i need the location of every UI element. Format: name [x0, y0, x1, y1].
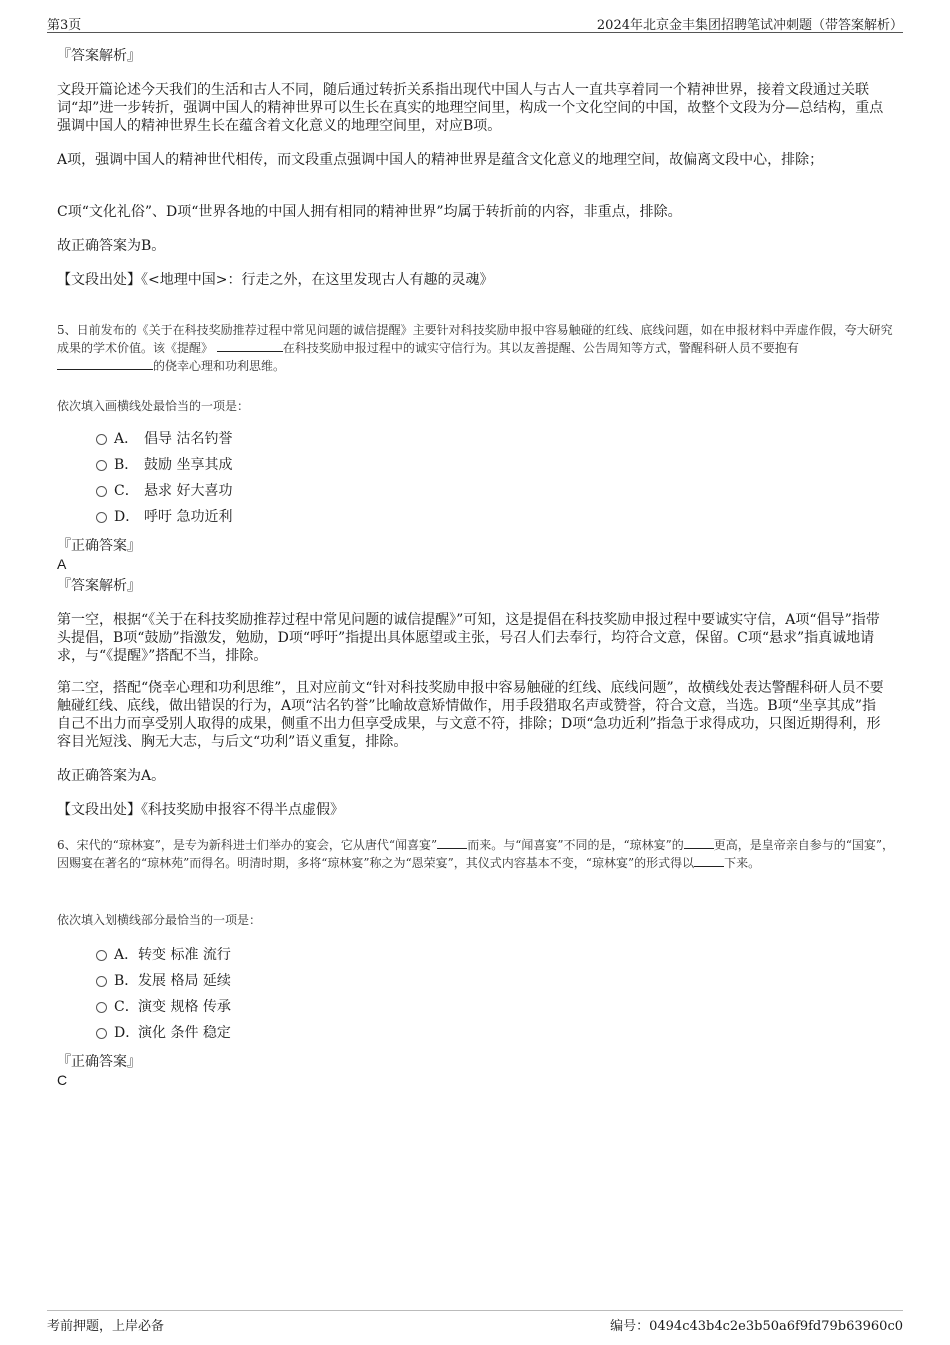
radio-icon[interactable] — [96, 486, 107, 497]
page-number: 第3页 — [47, 18, 82, 33]
q5-option-d-text: 呼吁 急功近利 — [144, 509, 233, 525]
q5-blank-2 — [57, 357, 153, 370]
q6-option-a-text: 转变 标准 流行 — [138, 947, 231, 963]
radio-icon[interactable] — [96, 976, 107, 987]
q6-stem-part1: 6、宋代的“琼林宴”，是专为新科进士们举办的宴会，它从唐代“闻喜宴” — [57, 838, 438, 852]
q6-option-b-text: 发展 格局 延续 — [138, 973, 231, 989]
q5-option-a-text: 倡导 沽名钓誉 — [144, 431, 233, 447]
q5-option-a[interactable]: A． 倡导 沽名钓誉 — [96, 428, 232, 450]
q6-stem-part3: 更高，是皇帝亲自参与的“国宴”，因赐宴在著名的“琼林苑”而得名。明清时期，多将“琼林宴”称之为“恩荣宴”，其仪式内容基本不变，“琼林宴”的形式得以 — [57, 838, 895, 870]
page-footer — [47, 1310, 903, 1337]
q6-stem-part2: 而来。与“闻喜宴”不同的是，“琼林宴”的 — [467, 838, 684, 852]
q4-explain-p4: 故正确答案为B。 — [57, 238, 166, 254]
q4-explain-p3: C项“文化礼俗”、D项“世界各地的中国人拥有相同的精神世界”均属于转折前的内容，非重点，排除。 — [57, 204, 682, 220]
q5-explain-p2: 第二空，搭配“侥幸心理和功利思维”，且对应前文“针对科技奖励申报中容易触碰的红线、底线问题”，故横线处表达警醒科研人员不要触碰红线、底线，做出错误的行为，A项“沽名钓誉”比喻故意矫情做作，用手段猎取名声或赞誉，符合文意，当选。B项“坐享其成”指自己不出力而享受别人取得的成果，侧重不出力但享受成果，与文意不符，排除；D项“急功近利”指急于求得成功，只图近期得利，形容目光短浅、胸无大志，与后文“功利”语义重复，排除。 — [57, 680, 884, 750]
q5-explain-p1: 第一空，根据“《关于在科技奖励推荐过程中常见问题的诚信提醒》”可知，这是提倡在科技奖励申报过程中要诚实守信，A项“倡导”指带头提倡，B项“鼓励”指激发，勉励，D项“呼吁”指提出具体愿望或主张，号召人们去奉行，均符合文意，保留。C项“悬求”指真诚地请求，与“《提醒》”搭配不当，排除。 — [57, 612, 880, 664]
page-header — [47, 12, 903, 33]
q6-answer-heading: 『正确答案』 — [57, 1054, 141, 1070]
radio-icon[interactable] — [96, 460, 107, 471]
q5-instruction: 依次填入画横线处最恰当的一项是： — [57, 399, 250, 413]
q5-option-d[interactable]: D． 呼吁 急功近利 — [96, 506, 232, 528]
q5-answer: A — [57, 556, 67, 572]
q6-blank-2 — [684, 836, 714, 849]
q6-instruction: 依次填入划横线部分最恰当的一项是： — [57, 913, 262, 927]
footer-serial: 编号：0494c43b4c2e3b50a6f9fd79b63960c0 — [610, 1319, 903, 1334]
q4-explain-heading: 『答案解析』 — [57, 48, 141, 64]
q6-stem-part4: 下来。 — [724, 856, 761, 870]
radio-icon[interactable] — [96, 1028, 107, 1039]
q5-option-b-text: 鼓励 坐享其成 — [144, 457, 233, 473]
q4-explain-p2: A项，强调中国人的精神世代相传，而文段重点强调中国人的精神世界是蕴含文化意义的地理空间，故偏离文段中心，排除； — [57, 152, 824, 168]
q5-option-b[interactable]: B． 鼓励 坐享其成 — [96, 454, 232, 476]
footer-slogan: 考前押题，上岸必备 — [47, 1319, 165, 1334]
q6-answer: C — [57, 1072, 68, 1088]
q5-stem-part3: 的侥幸心理和功利思维。 — [153, 359, 286, 373]
q5-stem-part1: 5、日前发布的《关于在科技奖励推荐过程中常见问题的诚信提醒》主要针对科技奖励申报中容易触碰的红线、底线问题，如在申报材料中弄虚作假，夸大研究成果的学术价值。该《提醒》 — [57, 323, 893, 355]
q5-explain-p3: 故正确答案为A。 — [57, 768, 166, 784]
q5-stem-part2: 在科技奖励申报过程中的诚实守信行为。其以友善提醒、公告周知等方式，警醒科研人员不要抱有 — [282, 341, 799, 355]
q6-option-c-text: 演变 规格 传承 — [138, 999, 231, 1015]
q5-option-c[interactable]: C． 悬求 好大喜功 — [96, 480, 232, 502]
q5-source: 【文段出处】《科技奖励申报容不得半点虚假》 — [57, 802, 344, 818]
q6-option-a[interactable]: A．转变 标准 流行 — [96, 944, 231, 966]
q6-option-d[interactable]: D．演化 条件 稳定 — [96, 1022, 231, 1044]
q5-stem — [57, 321, 897, 375]
q6-blank-1 — [437, 836, 467, 849]
document-title: 2024年北京金丰集团招聘笔试冲刺题（带答案解析） — [596, 18, 903, 33]
radio-icon[interactable] — [96, 512, 107, 523]
q6-option-c[interactable]: C．演变 规格 传承 — [96, 996, 231, 1018]
q4-explain-p1: 文段开篇论述今天我们的生活和古人不同，随后通过转折关系指出现代中国人与古人一直共享着同一个精神世界，接着文段通过关联词“却”进一步转折，强调中国人的精神世界可以生长在真实的地理空间里，构成一个文化空间的中国，故整个文段为分—总结构，重点强调中国人的精神世界生长在蕴含着文化意义的地理空间里，对应B项。 — [57, 82, 884, 134]
q6-option-d-text: 演化 条件 稳定 — [138, 1025, 231, 1041]
radio-icon[interactable] — [96, 434, 107, 445]
radio-icon[interactable] — [96, 950, 107, 961]
q6-blank-3 — [694, 854, 724, 867]
q5-answer-heading: 『正确答案』 — [57, 538, 141, 554]
q5-explain-heading: 『答案解析』 — [57, 578, 141, 594]
q4-source: 【文段出处】《<地理中国>：行走之外，在这里发现古人有趣的灵魂》 — [57, 272, 494, 288]
radio-icon[interactable] — [96, 1002, 107, 1013]
q5-option-c-text: 悬求 好大喜功 — [144, 483, 233, 499]
q6-stem — [57, 836, 897, 872]
q5-blank-1 — [217, 339, 283, 352]
q6-option-b[interactable]: B．发展 格局 延续 — [96, 970, 231, 992]
